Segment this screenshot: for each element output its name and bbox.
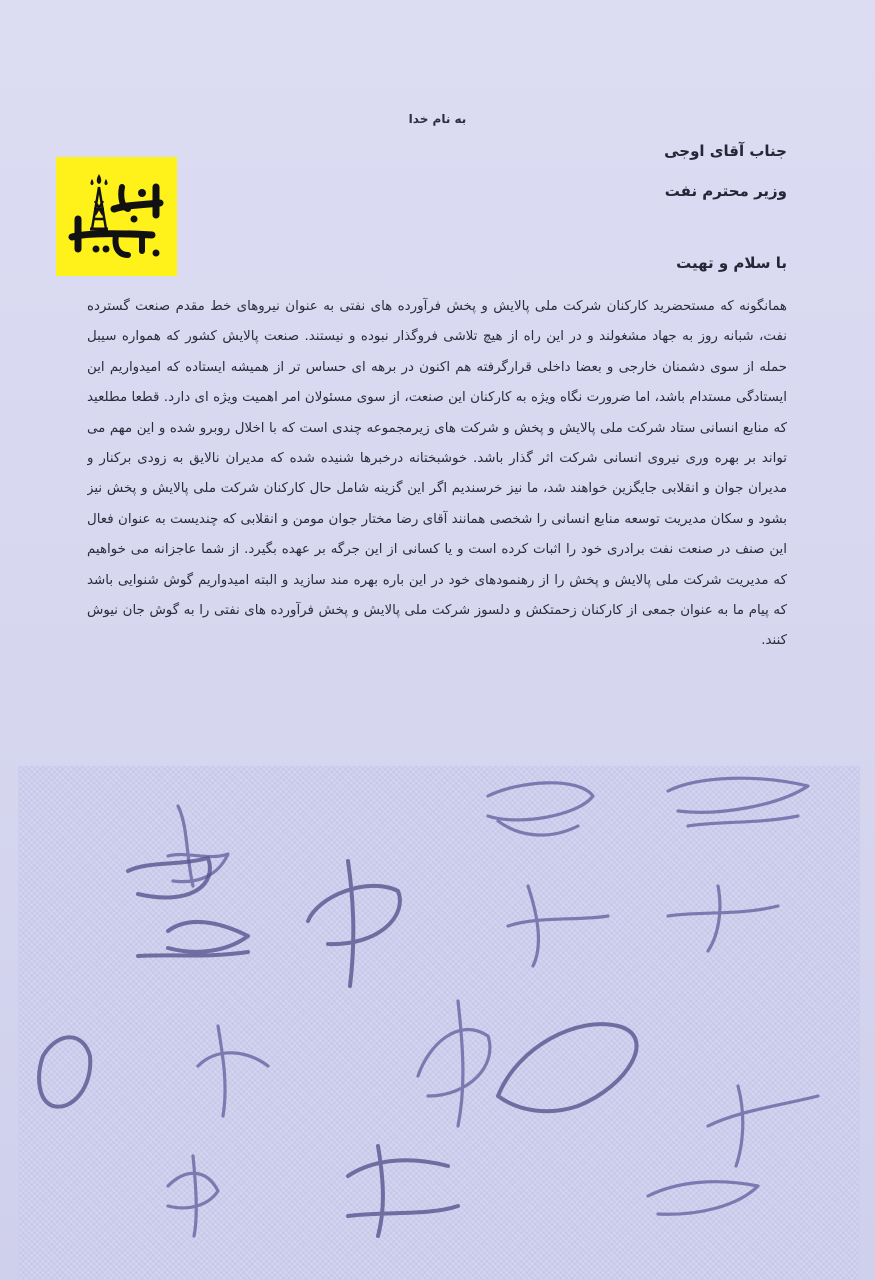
recipient-name: جناب آقای اوجی xyxy=(664,142,787,160)
recipient-title: وزیر محترم نفت xyxy=(664,182,787,200)
signatures-area xyxy=(18,766,860,1280)
greeting: با سلام و تهیت xyxy=(676,254,787,272)
oil-derrick-icon xyxy=(56,157,177,276)
letter-heading: به نام خدا xyxy=(408,112,467,126)
handwritten-signatures xyxy=(18,766,860,1280)
letter-body: همانگونه که مستحضرید کارکنان شرکت ملی پالایش و پخش فرآورده های نفتی به عنوان نیروهای خط مقدم صنعت گسترده نفت، شبانه روز به جهاد مشغولند و در این راه از هیچ تلاشی فروگذار نبوده و نیستند. صنعت پالایش کشور که همواره سیبل حمله از سوی دشمنان خارجی و بعضا داخلی قرارگرفته هم اکنون در برهه ای حساس تر از همیشه ایستاده که امیدواریم این ایستادگی مستدام باشد، اما ضرورت نگاه ویژه به کارکنان این صنعت، از سوی مسئولان امر اهمیت ویژه ای دارد. قطعا مطلعید که منابع انسانی ستاد شرکت ملی پالایش و پخش و شرکت های زیرمجموعه چندی است که با اخلال روبرو شده و این مهم می تواند بر بهره وری نیروی انسانی شرکت اثر گذار باشد. خوشبختانه درخبرها شنیده شده که مدیران نالایق به زودی برکنار و مدیران جوان و انقلابی جایگزین خواهند شد، ما نیز خرسندیم اگر این گزینه شامل حال کارکنان شرکت ملی پالایش و پخش نیز بشود و سکان مدیریت توسعه منابع انسانی را شخصی همانند آقای رضا مختار جوان مومن و انقلابی که چندیست به عنوان فعال این صنف در صنعت نفت برادری خود را اثبات کرده است و یا کسانی از این جرگه بر عهده بگیرد. از شما عاجزانه می خواهیم که مدیریت شرکت ملی پالایش و پخش را از رهنمودهای خود در این باره بهره مند سازید و البته امیدواریم گوش شنوایی باشد که پیام ما به عنوان جمعی از کارکنان زحمتکش و دلسوز شرکت ملی پالایش و پخش فرآورده های نفتی را به گوش جان نیوش کنند. xyxy=(87,299,787,649)
news-logo xyxy=(56,157,177,276)
